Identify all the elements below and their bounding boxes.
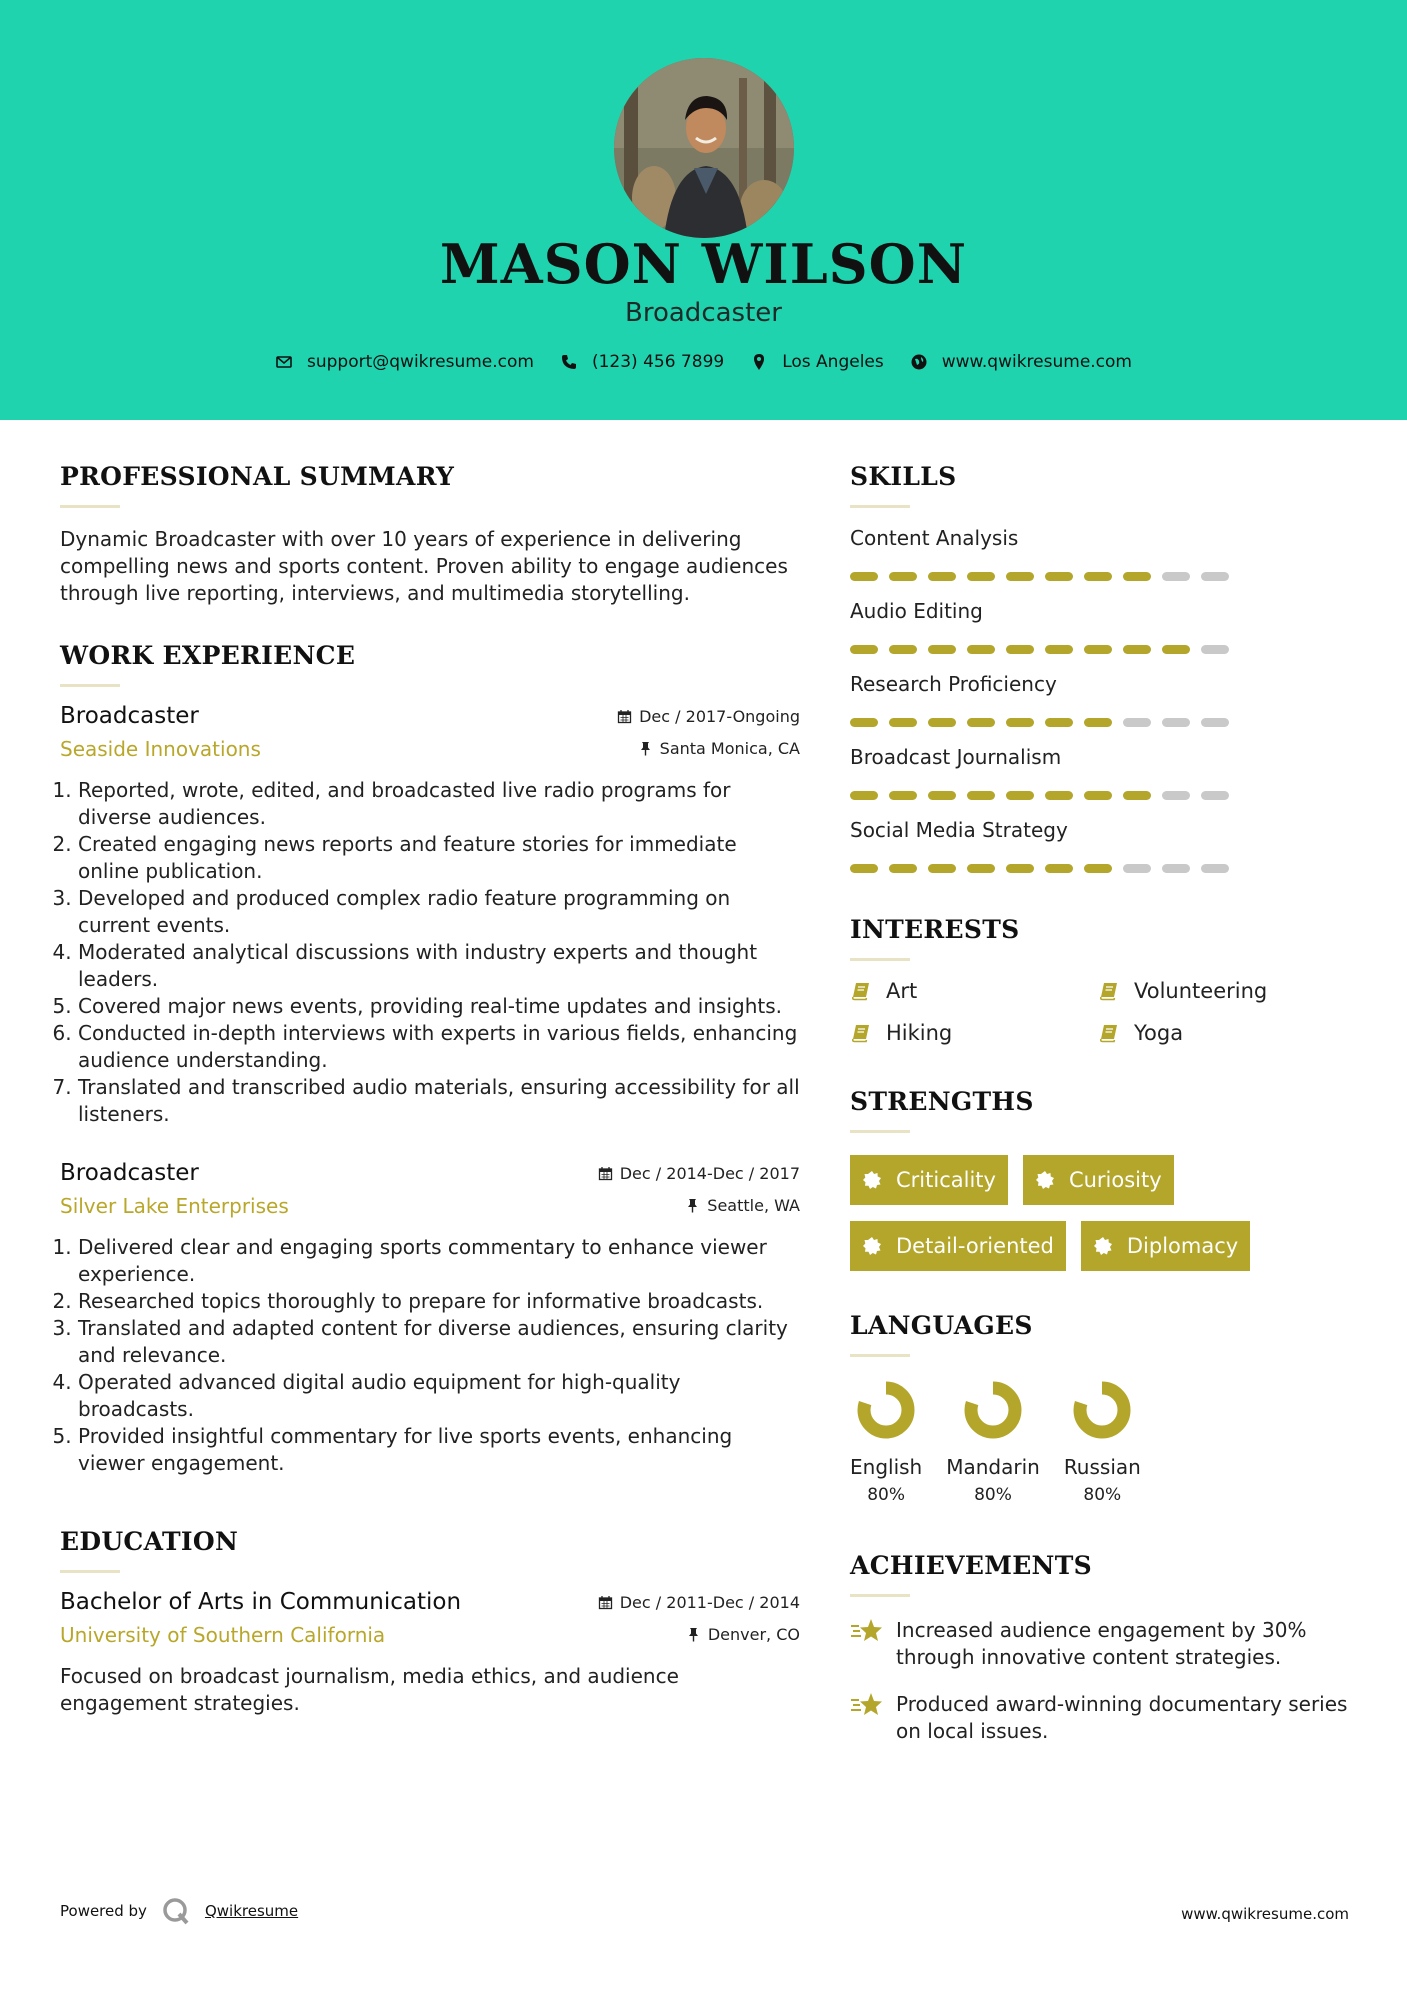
interest-item: Volunteering [1098,979,1298,1003]
skills-list [850,526,1350,873]
skill-level-segment [1084,572,1112,581]
job-entry [60,703,800,1128]
section-title: LANGUAGES [850,1311,1033,1340]
skill-level-segment [967,791,995,800]
contact-website[interactable] [910,352,1132,372]
language-ring-icon [855,1379,917,1441]
job-title: Broadcaster [60,1160,199,1186]
degree-title: Bachelor of Arts in Communication [60,1589,462,1615]
skill-level-segment [850,864,878,873]
book-icon [1098,1022,1120,1044]
skill-level-segment [1084,864,1112,873]
job-company: Silver Lake Enterprises [60,1194,289,1218]
job-location: Santa Monica, CA [638,739,800,758]
section-divider [850,958,910,961]
skill-level-segment [928,572,956,581]
calendar-icon [598,1595,613,1610]
summary-text: Dynamic Broadcaster with over 10 years of experience in delivering compelling news and sports content. Proven ability to engage audiences through live reporting, interviews, and multimedia storytelling. [60,527,788,605]
language-ring-icon [1071,1379,1133,1441]
job-title: Broadcaster [60,703,199,729]
badge-icon [1035,1170,1055,1190]
job-company: Seaside Innovations [60,737,261,761]
skill-level-segment [1084,718,1112,727]
skill-level-bar [850,572,1350,581]
skill-level-segment [1201,718,1229,727]
contact-location [750,352,884,372]
strength-tag: Criticality [850,1155,1008,1205]
skill-level-segment [850,791,878,800]
skill-level-bar [850,864,1350,873]
section-title: INTERESTS [850,915,1020,944]
badge-icon [862,1170,882,1190]
section-title: EDUCATION [60,1527,239,1556]
interests-section [850,915,1350,1045]
strength-tag: Diplomacy [1081,1221,1250,1271]
achievement-item: Produced award-winning documentary series on local issues. [850,1691,1350,1745]
candidate-name: MASON WILSON [439,232,968,296]
list-item: 6. Conducted in-depth interviews with experts in various fields, enhancing audience understanding. [78,1020,800,1074]
skill-level-segment [1006,718,1034,727]
list-item: 3. Translated and adapted content for diverse audiences, ensuring clarity and relevance. [78,1315,800,1369]
skill-level-segment [1006,791,1034,800]
skill-level-segment [928,864,956,873]
job-location: Seattle, WA [685,1196,800,1215]
job-duties [60,1234,800,1477]
map-pin-icon [750,353,768,371]
language-item [850,1379,922,1505]
interest-item: Hiking [850,1021,1098,1045]
languages-section [850,1311,1350,1505]
skill-name: Social Media Strategy [850,818,1068,842]
section-divider [850,1594,910,1597]
globe-icon [910,353,928,371]
section-divider [60,684,120,687]
strength-tag: Curiosity [1023,1155,1174,1205]
qwikresume-logo-icon [161,1896,191,1926]
language-name: Mandarin [946,1455,1040,1479]
language-name: Russian [1063,1455,1141,1479]
job-duties [60,777,800,1128]
skill-level-segment [1045,864,1073,873]
strengths-list [850,1155,1330,1287]
book-icon [850,980,872,1002]
section-divider [850,1354,910,1357]
powered-by-label: Powered by [60,1902,147,1920]
location-text: Los Angeles [782,352,884,372]
strengths-section [850,1087,1350,1287]
pushpin-icon [685,1198,700,1213]
skill-level-segment [928,645,956,654]
calendar-icon [617,709,632,724]
language-percent: 80% [867,1485,905,1505]
achievements-section [850,1551,1350,1745]
skill-level-segment [1045,645,1073,654]
list-item: 2. Created engaging news reports and feature stories for immediate online publication. [78,831,800,885]
skill-level-bar [850,791,1350,800]
education-entry [60,1589,800,1717]
skill-level-segment [1045,791,1073,800]
interest-item: Yoga [1098,1021,1298,1045]
skill-level-segment [1123,791,1151,800]
language-percent: 80% [1083,1485,1122,1505]
qwikresume-link[interactable]: Qwikresume [204,1902,299,1920]
skill-level-segment [1045,572,1073,581]
contact-bar [0,352,1407,372]
candidate-role: Broadcaster [625,298,782,328]
skill-level-segment [967,645,995,654]
skill-name: Content Analysis [850,526,1019,550]
skill-level-segment [928,791,956,800]
achievement-item: Increased audience engagement by 30% through innovative content strategies. [850,1617,1350,1671]
section-title: ACHIEVEMENTS [850,1551,1092,1580]
skill-level-bar [850,718,1350,727]
contact-phone[interactable] [560,352,724,372]
list-item: 3. Developed and produced complex radio feature programming on current events. [78,885,800,939]
star-icon [850,1617,884,1645]
list-item: 4. Operated advanced digital audio equipment for high-quality broadcasts. [78,1369,800,1423]
website-text: www.qwikresume.com [941,352,1132,372]
language-percent: 80% [974,1485,1012,1505]
list-item: 2. Researched topics thoroughly to prepare for informative broadcasts. [78,1288,800,1315]
skill-level-segment [1006,645,1034,654]
skills-section [850,462,1350,873]
education-date: Dec / 2011-Dec / 2014 [598,1593,800,1612]
skill-level-segment [1201,645,1229,654]
skill-item [850,745,1350,800]
language-name: English [850,1455,923,1479]
left-column [60,462,800,1717]
skill-level-segment [1162,572,1190,581]
list-item: 5. Provided insightful commentary for live sports events, enhancing viewer engagement. [78,1423,800,1477]
strength-tag: Detail-oriented [850,1221,1066,1271]
section-divider [60,1570,120,1573]
skill-level-segment [1006,572,1034,581]
list-item: 4. Moderated analytical discussions with industry experts and thought leaders. [78,939,800,993]
education-description: Focused on broadcast journalism, media ethics, and audience engagement strategies. [60,1664,679,1715]
section-divider [850,505,910,508]
skill-item [850,672,1350,727]
skill-level-segment [1201,572,1229,581]
skill-name: Broadcast Journalism [850,745,1062,769]
skill-level-segment [1162,864,1190,873]
calendar-icon [598,1166,613,1181]
skill-name: Research Proficiency [850,672,1057,696]
language-item [946,1379,1040,1505]
skill-level-segment [889,864,917,873]
experience-section [60,641,800,1477]
skill-level-segment [1084,791,1112,800]
interest-item: Art [850,979,1098,1003]
skill-level-segment [889,645,917,654]
list-item: 7. Translated and transcribed audio materials, ensuring accessibility for all listeners. [78,1074,800,1128]
section-title: STRENGTHS [850,1087,1034,1116]
section-divider [850,1130,910,1133]
skill-level-segment [967,718,995,727]
skill-level-segment [1006,864,1034,873]
education-location: Denver, CO [686,1625,800,1644]
skill-item [850,599,1350,654]
job-date: Dec / 2017-Ongoing [617,707,800,726]
pushpin-icon [686,1627,701,1642]
footer-powered-by [60,1896,298,1926]
skill-level-segment [1162,718,1190,727]
summary-section [60,462,800,607]
profile-photo [614,58,794,238]
section-title: SKILLS [850,462,957,491]
section-divider [60,505,120,508]
languages-list [850,1379,1350,1505]
list-item: 5. Covered major news events, providing real-time updates and insights. [78,993,800,1020]
skill-level-segment [928,718,956,727]
star-icon [850,1691,884,1719]
skill-level-segment [1123,718,1151,727]
job-entry [60,1160,800,1477]
skill-level-segment [1045,718,1073,727]
contact-email[interactable] [275,352,534,372]
list-item: 1. Reported, wrote, edited, and broadcasted live radio programs for diverse audiences. [78,777,800,831]
book-icon [1098,980,1120,1002]
skill-level-segment [1162,645,1190,654]
section-title: PROFESSIONAL SUMMARY [60,462,455,491]
badge-icon [1093,1236,1113,1256]
skill-level-segment [1123,864,1151,873]
badge-icon [862,1236,882,1256]
skill-level-segment [850,645,878,654]
skill-level-segment [1162,791,1190,800]
skill-level-segment [1201,791,1229,800]
job-date: Dec / 2014-Dec / 2017 [598,1164,800,1183]
phone-text: (123) 456 7899 [591,352,725,372]
skill-level-bar [850,645,1350,654]
section-title: WORK EXPERIENCE [60,641,356,670]
skill-level-segment [1084,645,1112,654]
skill-level-segment [889,572,917,581]
right-column [850,462,1350,1745]
skill-item [850,526,1350,581]
school-name: University of Southern California [60,1623,386,1647]
phone-icon [560,353,578,371]
skill-level-segment [967,572,995,581]
resume-header [0,0,1407,420]
skill-level-segment [850,718,878,727]
book-icon [850,1022,872,1044]
skill-name: Audio Editing [850,599,983,623]
skill-level-segment [967,864,995,873]
skill-level-segment [850,572,878,581]
education-section [60,1527,800,1717]
skill-level-segment [1123,645,1151,654]
footer-website[interactable]: www.qwikresume.com [1181,1905,1349,1923]
skill-level-segment [889,718,917,727]
skill-level-segment [1201,864,1229,873]
pushpin-icon [638,741,653,756]
language-item [1064,1379,1141,1505]
email-text: support@qwikresume.com [307,352,534,372]
envelope-icon [275,353,293,371]
skill-level-segment [1123,572,1151,581]
skill-item [850,818,1350,873]
interests-list [850,979,1350,1045]
skill-level-segment [889,791,917,800]
language-ring-icon [962,1379,1024,1441]
list-item: 1. Delivered clear and engaging sports commentary to enhance viewer experience. [78,1234,800,1288]
